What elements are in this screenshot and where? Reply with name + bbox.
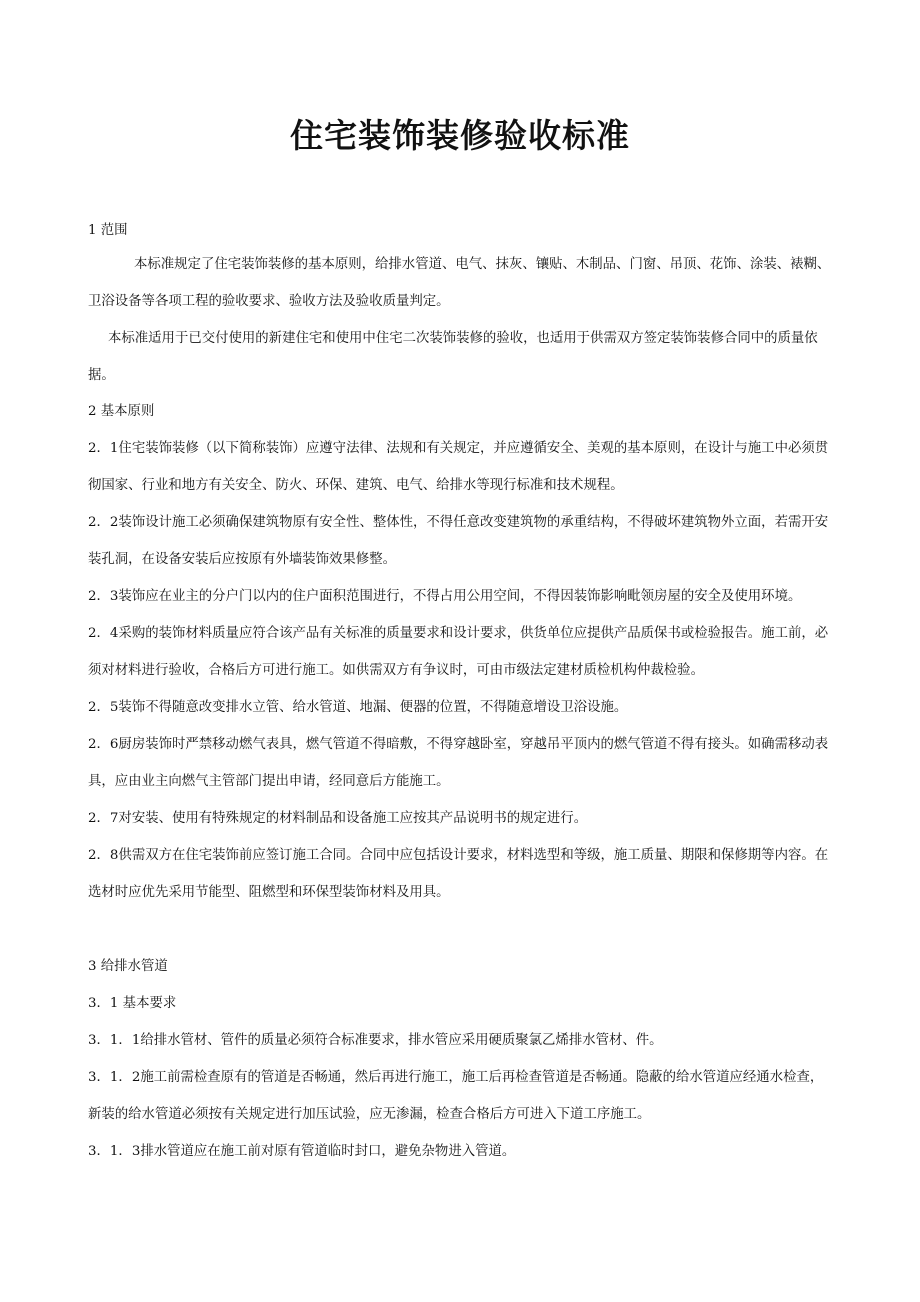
clause-2-8: 2．8供需双方在住宅装饰前应签订施工合同。合同中应包括设计要求，材料选型和等级，施工质量、期限和保修期等内容。在选材时应优先采用节能型、阻燃型和环保型装饰材料及用具。 bbox=[88, 848, 829, 900]
clause-2-5: 2．5装饰不得随意改变排水立管、给水管道、地漏、便器的位置，不得随意增设卫浴设施。 bbox=[88, 700, 628, 715]
clause-2-4: 2．4采购的装饰材料质量应符合该产品有关标准的质量要求和设计要求，供货单位应提供产品质保书或检验报告。施工前，必须对材料进行验收，合格后方可进行施工。如供需双方有争议时，可由市级法定建材质检机构仲裁检验。 bbox=[88, 626, 829, 678]
clause-2-7: 2．7对安装、使用有特殊规定的材料制品和设备施工应按其产品说明书的规定进行。 bbox=[88, 811, 588, 826]
paragraph-scope-applicability: 本标准适用于已交付使用的新建住宅和使用中住宅二次装饰装修的验收，也适用于供需双方签定装饰装修合同中的质量依据。 bbox=[88, 331, 818, 383]
clause-3-1-2: 3．1．2施工前需检查原有的管道是否畅通，然后再进行施工，施工后再检查管道是否畅通。隐蔽的给水管道应经通水检查，新装的给水管道必须按有关规定进行加压试验，应无渗漏，检查合格后方可进入下道工序施工。 bbox=[88, 1070, 824, 1122]
clause-2-6: 2．6厨房装饰时严禁移动燃气表具，燃气管道不得暗敷，不得穿越卧室，穿越吊平顶内的燃气管道不得有接头。如确需移动表具，应由业主向燃气主管部门提出申请，经同意后方能施工。 bbox=[88, 737, 829, 789]
paragraph-scope-content: 本标准规定了住宅装饰装修的基本原则，给排水管道、电气、抹灰、镶贴、木制品、门窗、吊顶、花饰、涂装、裱糊、卫浴设备等各项工程的验收要求、验收方法及验收质量判定。 bbox=[88, 257, 831, 309]
clause-3-1-1: 3．1．1给排水管材、管件的质量必须符合标准要求，排水管应采用硬质聚氯乙烯排水管材、件。 bbox=[88, 1033, 663, 1048]
subsection-heading-3-1: 3．1 基本要求 bbox=[88, 996, 177, 1011]
document-title: 住宅装饰装修验收标准 bbox=[290, 116, 630, 155]
section-heading-scope: 1 范围 bbox=[88, 223, 128, 238]
clause-2-2: 2．2装饰设计施工必须确保建筑物原有安全性、整体性，不得任意改变建筑物的承重结构，不得破坏建筑物外立面，若需开安装孔洞，在设备安装后应按原有外墙装饰效果修整。 bbox=[88, 515, 829, 567]
clause-2-3: 2．3装饰应在业主的分户门以内的住户面积范围进行，不得占用公用空间，不得因装饰影响毗领房屋的安全及使用环境。 bbox=[88, 589, 802, 604]
section-heading-plumbing: 3 给排水管道 bbox=[88, 959, 168, 974]
section-heading-principles: 2 基本原则 bbox=[88, 404, 155, 419]
clause-2-1: 2．1住宅装饰装修（以下简称装饰）应遵守法律、法规和有关规定，并应遵循安全、美观的基本原则，在设计与施工中必须贯彻国家、行业和地方有关安全、防火、环保、建筑、电气、给排水等现行标准和技术规程。 bbox=[88, 441, 829, 493]
clause-3-1-3: 3．1．3排水管道应在施工前对原有管道临时封口，避免杂物进入管道。 bbox=[88, 1144, 516, 1159]
